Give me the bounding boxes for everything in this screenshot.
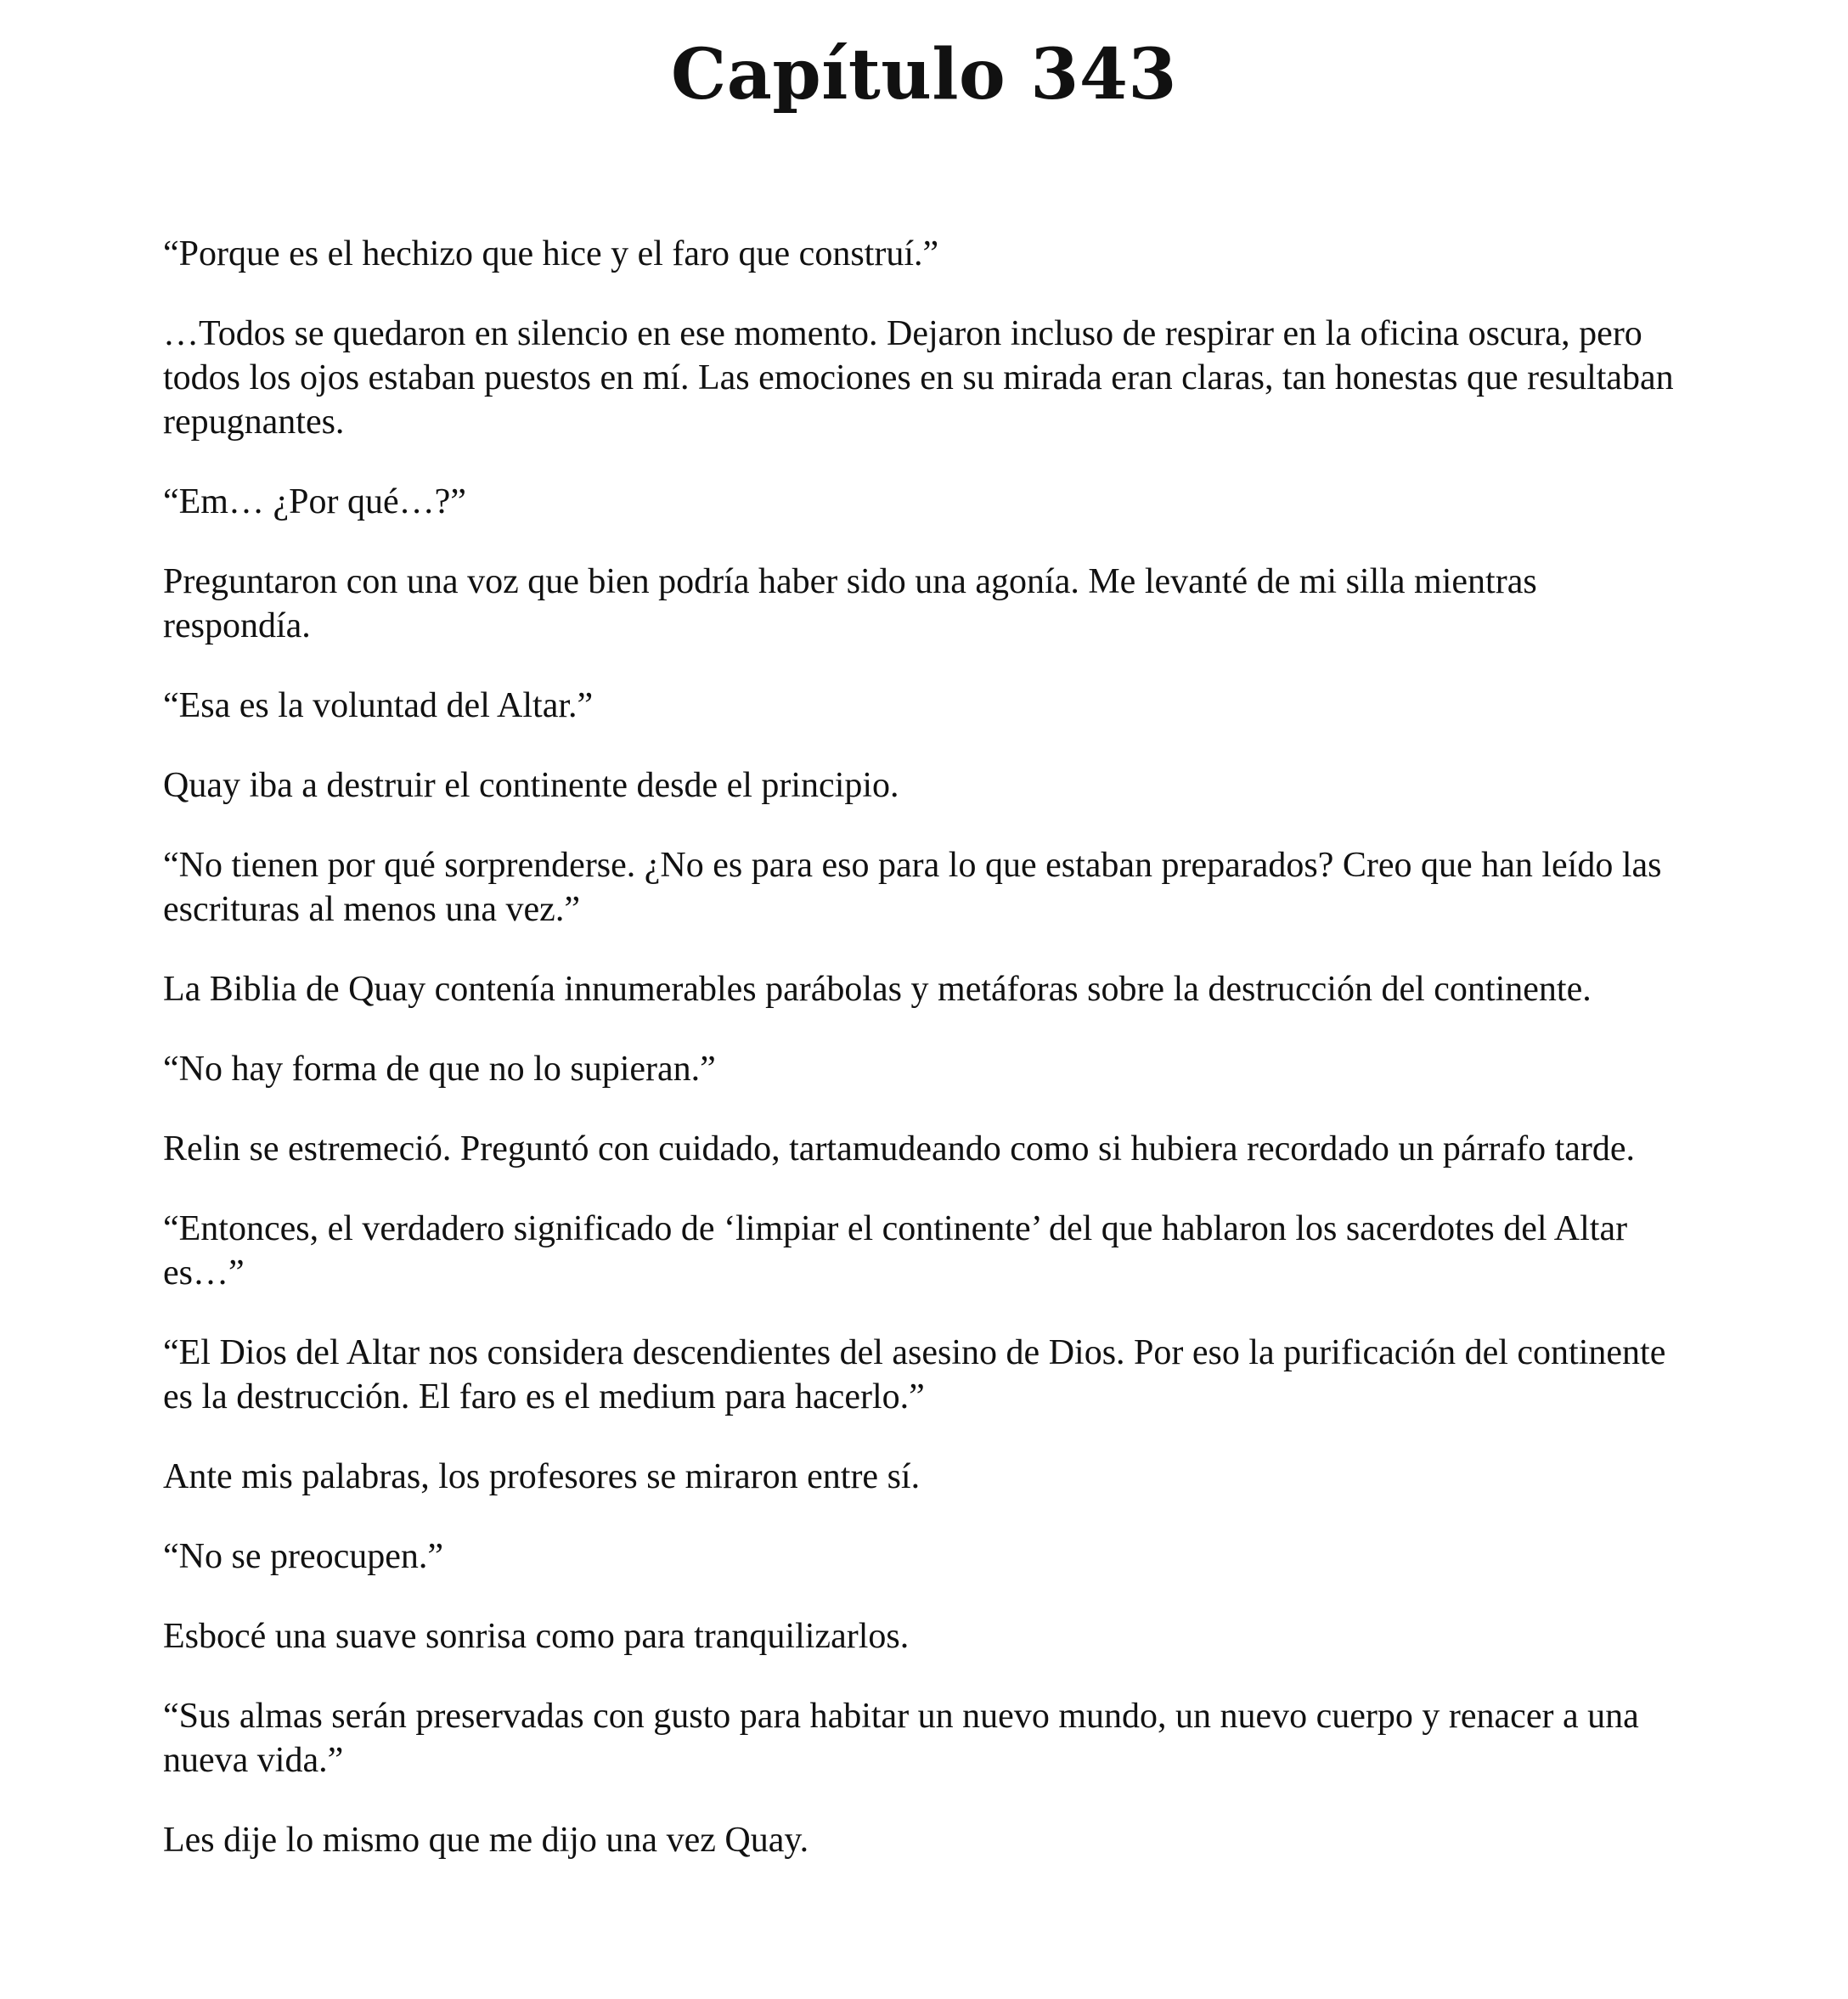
paragraph: “Sus almas serán preservadas con gusto para habitar un nuevo mundo, un nuevo cuerpo y renacer a una nueva vida.” (163, 1697, 1639, 1780)
paragraph: …Todos se quedaron en silencio en ese momento. Dejaron incluso de respirar en la oficina oscura, pero todos los ojos estaban puestos en mí. Las emociones en su mirada eran claras, tan honestas que resultaban repugnantes. (163, 314, 1674, 442)
paragraph: Ante mis palabras, los profesores se miraron entre sí. (163, 1457, 921, 1496)
paragraph: “Entonces, el verdadero significado de ‘limpiar el continente’ del que hablaron los sacerdotes del Altar es…” (163, 1209, 1628, 1292)
paragraph: Les dije lo mismo que me dijo una vez Quay. (163, 1821, 809, 1860)
paragraph: Preguntaron con una voz que bien podría haber sido una agonía. Me levanté de mi silla mientras respondía. (163, 562, 1537, 645)
paragraph: “No hay forma de que no lo supieran.” (163, 1050, 716, 1089)
paragraph: “Em… ¿Por qué…?” (163, 482, 466, 521)
paragraph: “Esa es la voluntad del Altar.” (163, 686, 594, 725)
paragraph: La Biblia de Quay contenía innumerables parábolas y metáforas sobre la destrucción del continente. (163, 970, 1592, 1009)
chapter-title: Capítulo 343 (671, 34, 1177, 115)
paragraph: Quay iba a destruir el continente desde el principio. (163, 766, 899, 805)
paragraph: Esbocé una suave sonrisa como para tranquilizarlos. (163, 1617, 910, 1656)
paragraph: “El Dios del Altar nos considera descendientes del asesino de Dios. Por eso la purificación del continente es la destrucción. El faro es el medium para hacerlo.” (163, 1333, 1666, 1416)
paragraph: “Porque es el hechizo que hice y el faro que construí.” (163, 234, 939, 273)
chapter-body (163, 232, 1692, 1898)
paragraph: “No se preocupen.” (163, 1537, 444, 1576)
paragraph: Relin se estremeció. Preguntó con cuidado, tartamudeando como si hubiera recordado un párrafo tarde. (163, 1129, 1636, 1168)
paragraph: “No tienen por qué sorprenderse. ¿No es para eso para lo que estaban preparados? Creo que han leído las escrituras al menos una vez.” (163, 846, 1662, 929)
